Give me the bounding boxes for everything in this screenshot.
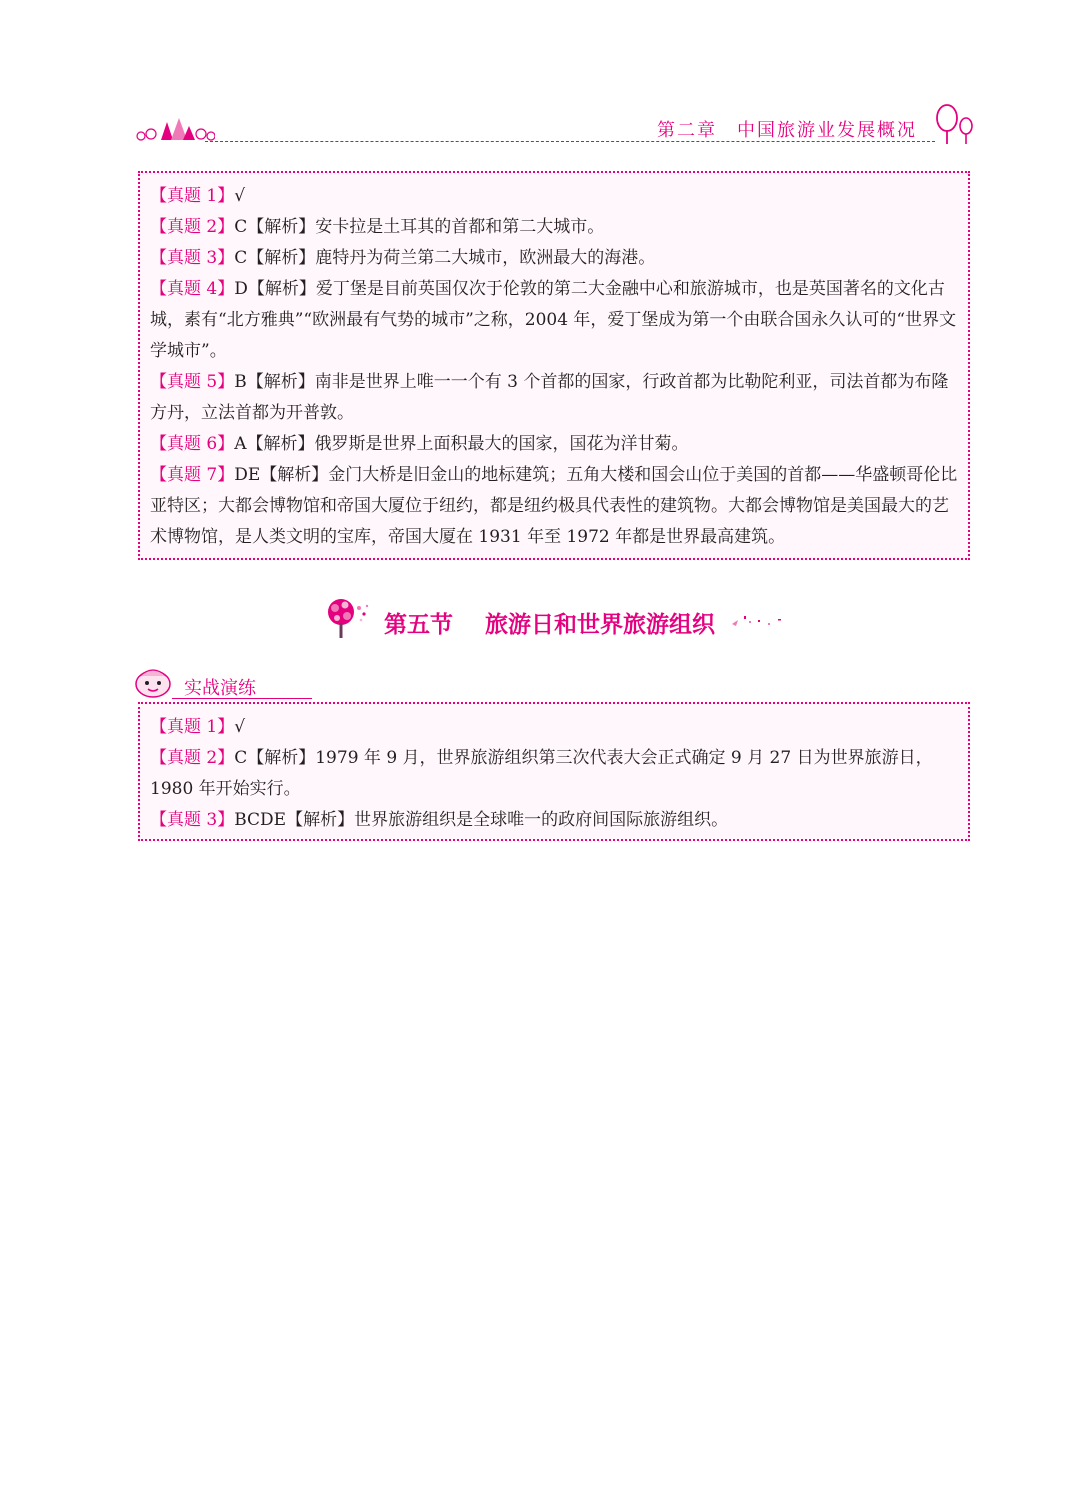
chapter-title [657, 116, 917, 142]
answer-item [150, 429, 958, 460]
answer-text: BCDE【解析】世界旅游组织是全球唯一的政府间国际旅游组织。 [234, 810, 729, 830]
section-heading [0, 596, 1083, 646]
question-tag: 【真题 1】 [150, 717, 235, 737]
answer-item [150, 712, 958, 743]
answer-item [150, 243, 958, 274]
answer-item [150, 367, 958, 429]
answer-item [150, 743, 958, 805]
answer-item [150, 460, 958, 553]
answer-text: DE【解析】金门大桥是旧金山的地标建筑；五角大楼和国会山位于美国的首都——华盛顿哥伦比亚特区；大都会博物馆和帝国大厦位于纽约，都是纽约极具代表性的建筑物。大都会博物馆是美国最大的艺术博物馆，是人类文明的宝库，帝国大厦在 1931 年至 1972 年都是世界最高建筑。 [150, 465, 958, 547]
answer-item [150, 181, 958, 212]
question-tag: 【真题 2】 [150, 748, 235, 768]
answers-box-1 [138, 171, 970, 560]
sparkle-decoration-icon [730, 612, 786, 628]
practice-heading [134, 664, 334, 704]
chapter-name: 中国旅游业发展概况 [737, 120, 917, 141]
question-tag: 【真题 7】 [150, 465, 235, 485]
answer-text: √ [234, 717, 246, 737]
answers-box-2 [138, 702, 970, 841]
answer-text: √ [234, 186, 246, 206]
chapter-label: 第二章 [657, 120, 717, 141]
trees-decoration-icon [135, 114, 215, 144]
practice-underline [172, 698, 312, 699]
question-tag: 【真题 3】 [150, 810, 235, 830]
question-tag: 【真题 3】 [150, 248, 235, 268]
answer-text: C【解析】1979 年 9 月，世界旅游组织第三次代表大会正式确定 9 月 27 日为世界旅游日，1980 年开始实行。 [150, 748, 933, 799]
header-rule [205, 141, 935, 142]
answer-text: C【解析】鹿特丹为荷兰第二大城市，欧洲最大的海港。 [234, 248, 656, 268]
page-header [135, 100, 975, 148]
question-tag: 【真题 4】 [150, 279, 235, 299]
practice-label: 实战演练 [184, 678, 256, 699]
tree-outline-icon [933, 102, 975, 146]
question-tag: 【真题 5】 [150, 372, 235, 392]
pink-tree-icon [325, 596, 371, 640]
answer-text: B【解析】南非是世界上唯一一个有 3 个首都的国家，行政首都为比勒陀利亚，司法首都为布隆方丹，立法首都为开普敦。 [150, 372, 949, 423]
answer-text: A【解析】俄罗斯是世界上面积最大的国家，国花为洋甘菊。 [234, 434, 689, 454]
answer-text: C【解析】安卡拉是土耳其的首都和第二大城市。 [234, 217, 605, 237]
mascot-icon [134, 664, 174, 700]
answer-item [150, 805, 958, 836]
answer-item [150, 274, 958, 367]
question-tag: 【真题 2】 [150, 217, 235, 237]
question-tag: 【真题 6】 [150, 434, 235, 454]
answer-text: D【解析】爱丁堡是目前英国仅次于伦敦的第二大金融中心和旅游城市，也是英国著名的文化古城，素有“北方雅典”“欧洲最有气势的城市”之称，2004 年，爱丁堡成为第一个由联合国永久认可的“世界文学城市”。 [150, 279, 957, 361]
section-title: 第五节 旅游日和世界旅游组织 [384, 612, 716, 638]
question-tag: 【真题 1】 [150, 186, 235, 206]
answer-item [150, 212, 958, 243]
